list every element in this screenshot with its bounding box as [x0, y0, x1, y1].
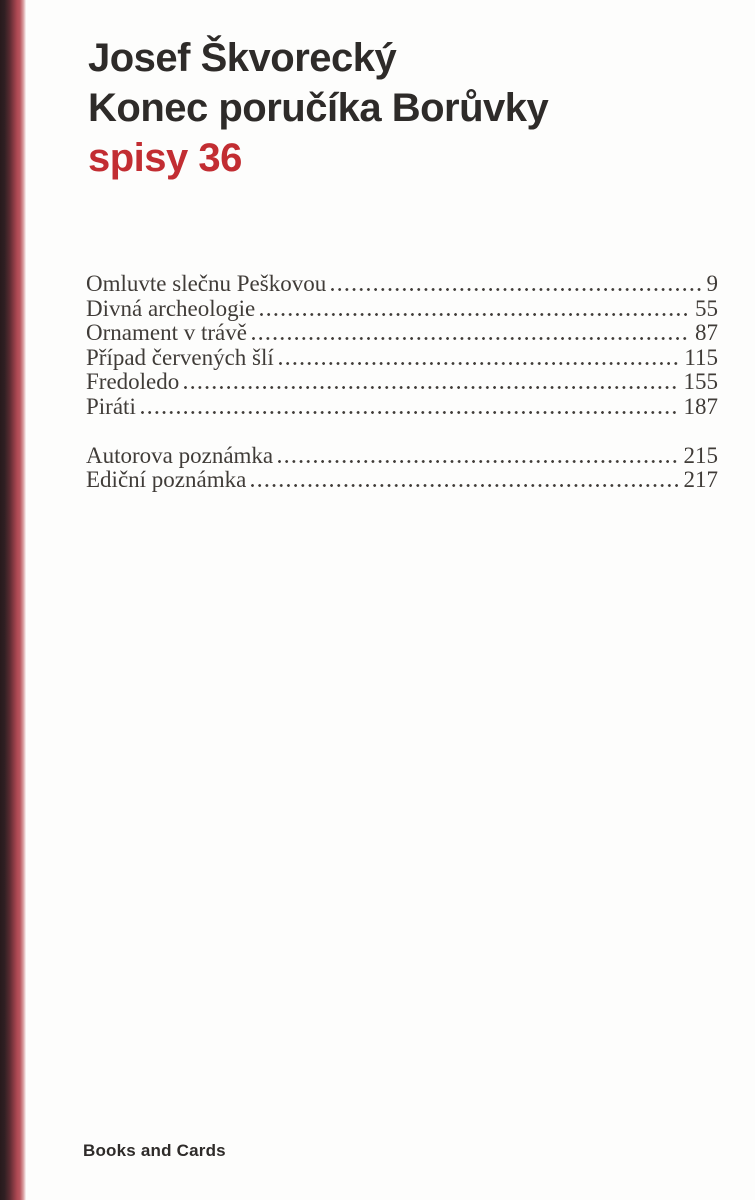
dot-leader — [331, 288, 700, 291]
toc-entry — [86, 395, 718, 420]
toc-entry — [86, 346, 718, 371]
dot-leader — [279, 362, 679, 365]
toc-entry-page: 115 — [684, 344, 718, 370]
toc-entry-page: 217 — [683, 467, 718, 492]
toc-entry-page: 87 — [695, 320, 718, 345]
toc-entry-page: 215 — [683, 442, 718, 468]
dot-leader — [251, 484, 677, 487]
toc-entry-title: Divná archeologie — [86, 295, 256, 321]
toc-entry-page: 187 — [683, 393, 718, 419]
toc-entry-title: Ornament v trávě — [86, 320, 247, 345]
publisher-footer — [83, 1141, 226, 1161]
toc-entry — [86, 444, 718, 469]
title-block — [88, 33, 548, 183]
dot-leader — [278, 460, 677, 463]
toc-entry — [86, 272, 718, 297]
book-title: Konec poručíka Borůvky — [88, 86, 549, 130]
dot-leader — [141, 411, 678, 414]
dot-leader — [260, 313, 689, 316]
book-spine-edge — [0, 0, 27, 1200]
toc-entry-page: 9 — [706, 271, 718, 296]
dot-leader — [252, 337, 689, 340]
toc-entry-title: Ediční poznámka — [86, 467, 247, 492]
toc-group — [86, 444, 718, 493]
toc-entry-title: Omluvte slečnu Peškovou — [86, 271, 327, 296]
toc-entry-title: Případ červených šlí — [86, 344, 274, 370]
toc-entry — [86, 468, 718, 493]
dot-leader — [184, 386, 677, 389]
author-name: Josef Škvorecký — [88, 36, 397, 80]
table-of-contents — [86, 272, 718, 493]
toc-entry-page: 55 — [695, 295, 718, 321]
toc-entry — [86, 321, 718, 346]
series-label: spisy 36 — [88, 136, 242, 180]
toc-entry-title: Piráti — [86, 393, 136, 419]
toc-entry — [86, 370, 718, 395]
toc-entry-title: Fredoledo — [86, 369, 180, 394]
publisher-name: Books and Cards — [83, 1141, 226, 1160]
toc-group — [86, 272, 718, 419]
toc-entry-title: Autorova poznámka — [86, 442, 274, 468]
toc-entry-page: 155 — [683, 369, 718, 394]
toc-entry — [86, 297, 718, 322]
